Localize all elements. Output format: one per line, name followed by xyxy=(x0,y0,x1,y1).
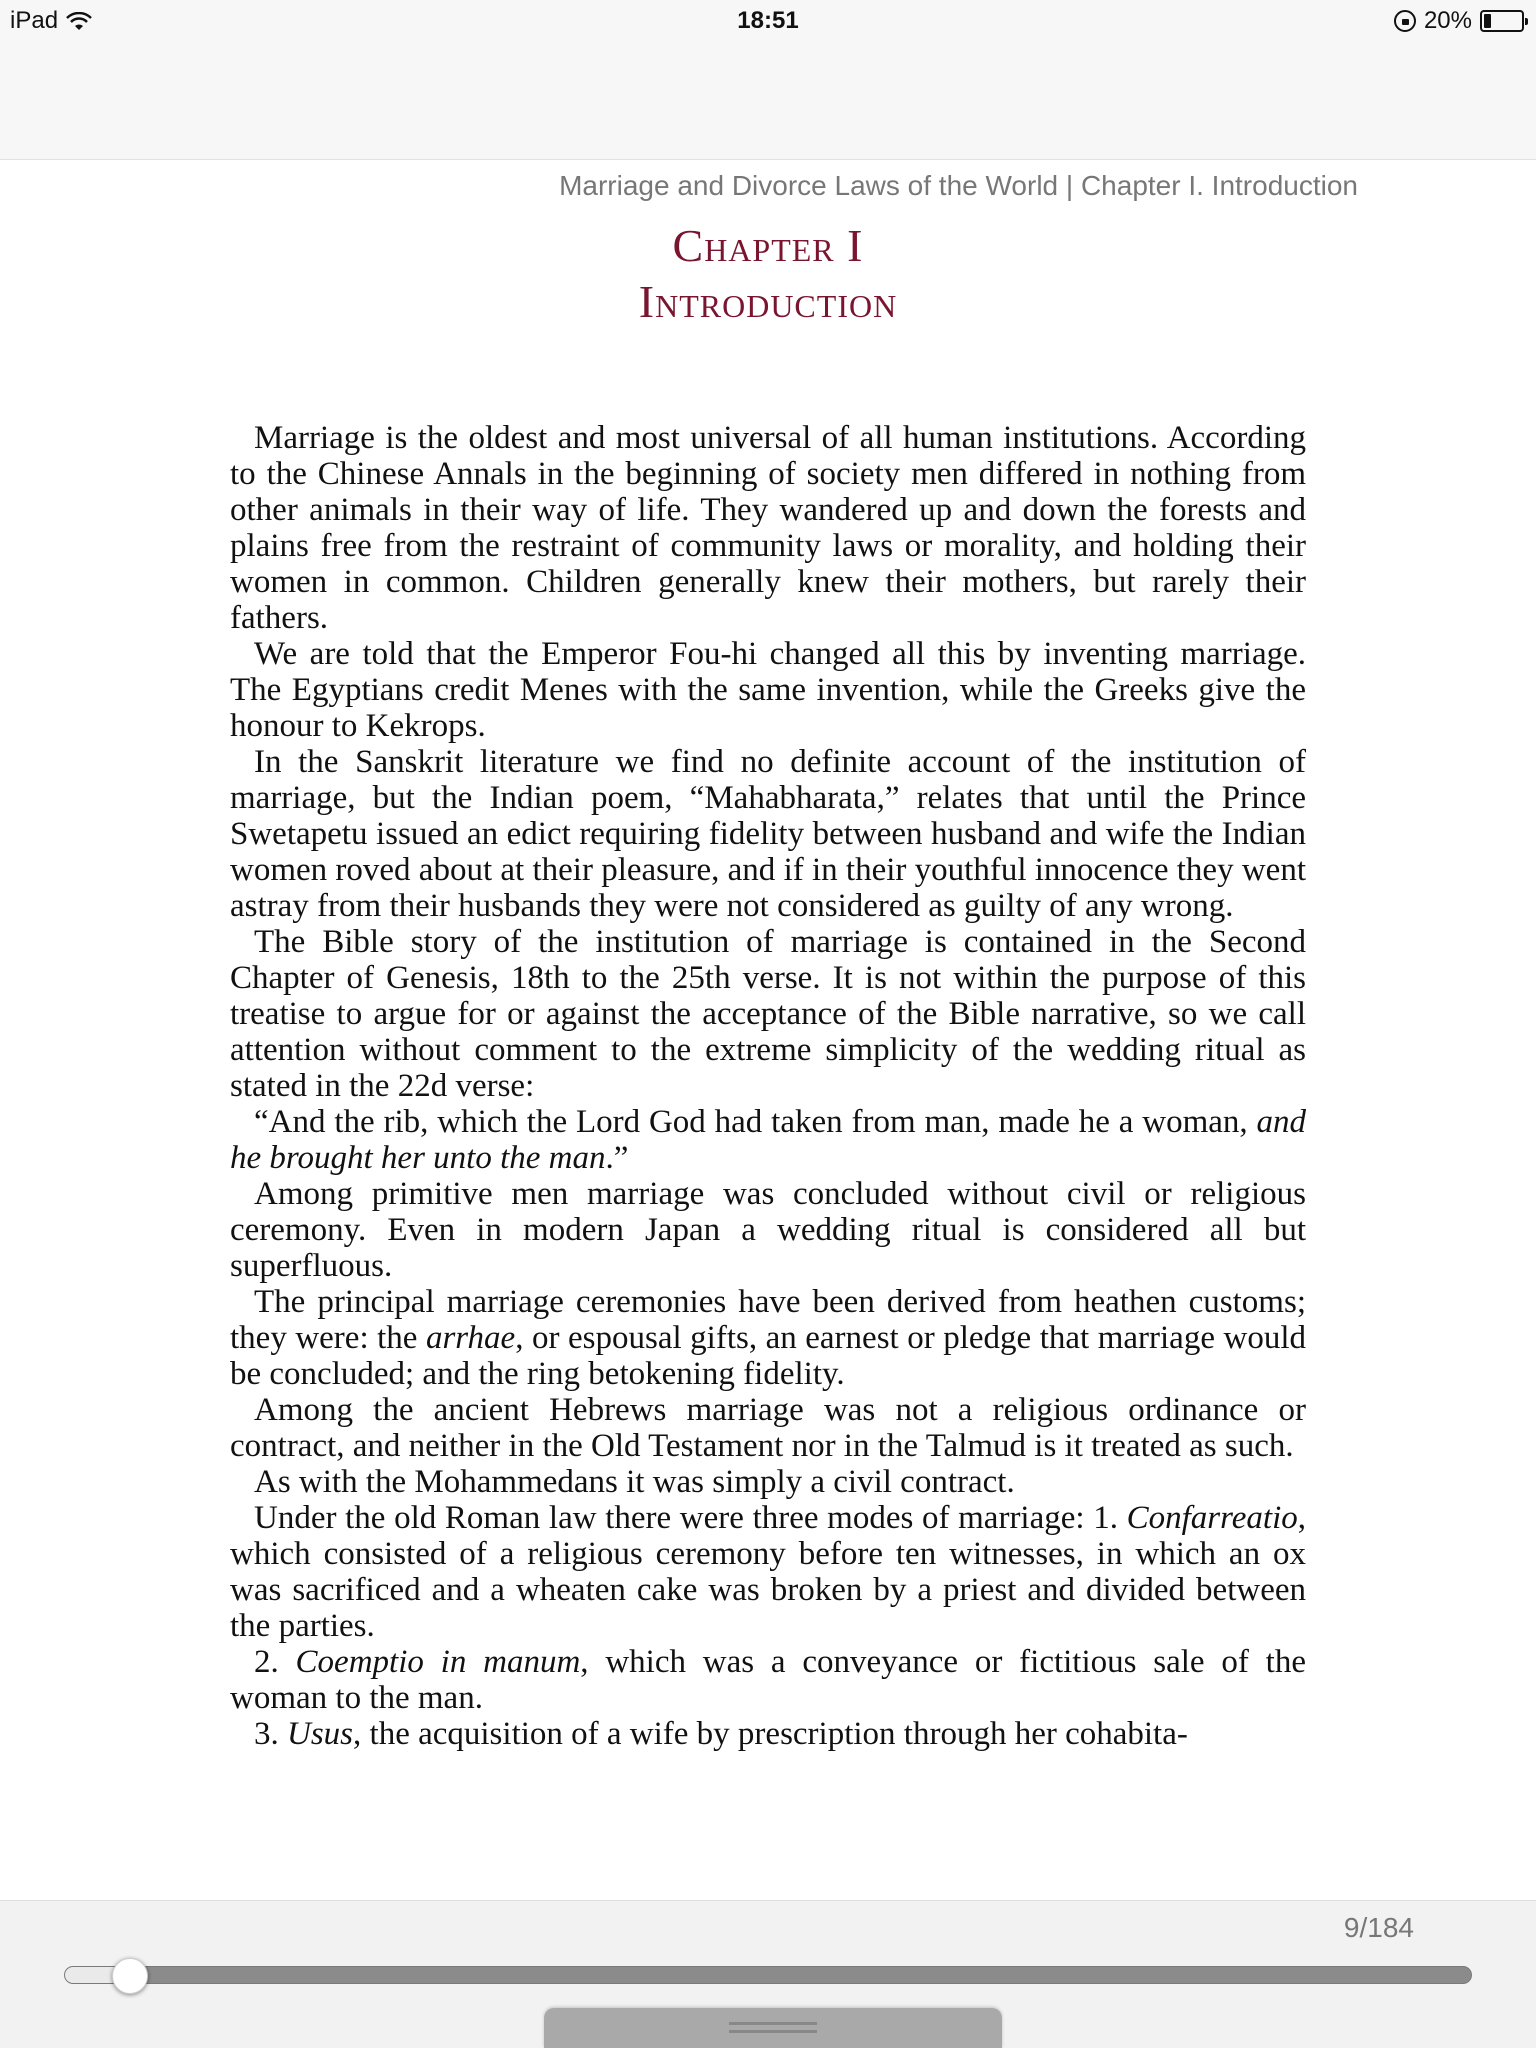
battery-percent: 20% xyxy=(1423,7,1472,34)
text: , or espousal gifts, an earnest or pledge that marriage would be concluded; and the ring betokening fidelity. xyxy=(230,1320,1306,1392)
page-body xyxy=(230,420,1306,1752)
italic-term: Confarreatio xyxy=(1126,1500,1298,1536)
text: The principal marriage ceremonies have been derived from heathen customs; they were: the xyxy=(230,1284,1306,1356)
rotation-lock-icon xyxy=(1394,10,1416,32)
bible-quote xyxy=(230,1104,1306,1176)
text: 3. xyxy=(254,1716,287,1752)
battery-fill xyxy=(1484,14,1491,28)
page-scrubber-track[interactable] xyxy=(64,1966,1472,1984)
text: Under the old Roman law there were three modes of marriage: 1. xyxy=(254,1500,1127,1536)
paragraph: In the Sanskrit literature we find no definite account of the institution of marriage, but the Indian poem, “Mahabharata,” relates that until the Prince Swetapetu issued an edict requiring fidelity between husband and wife the Indian women roved about at their pleasure, and if in their youthful innocence they went astray from their husbands they were not considered as guilty of any wrong. xyxy=(230,744,1306,924)
battery-icon xyxy=(1480,10,1524,32)
text: , which consisted of a religious ceremony before ten witnesses, in which an ox was sacrificed and a wheaten cake was broken by a priest and divided between the parties. xyxy=(230,1500,1306,1644)
italic-term: Coemptio in manum xyxy=(295,1644,581,1680)
paragraph xyxy=(230,1500,1306,1644)
quote-italic: and he brought her unto the man xyxy=(230,1104,1306,1176)
paragraph xyxy=(230,1284,1306,1392)
paragraph: The Bible story of the institution of marriage is contained in the Second Chapter of Genesis, 18th to the 25th verse. It is not within the purpose of this treatise to argue for or against the acceptance of the Bible narrative, so we call attention without comment to the extreme simplicity of the wedding ritual as stated in the 22d verse: xyxy=(230,924,1306,1104)
running-header: Marriage and Divorce Laws of the World | Chapter I. Introduction xyxy=(559,170,1358,201)
paragraph xyxy=(230,1716,1306,1752)
text: 2. xyxy=(254,1644,296,1680)
text: , which was a conveyance or fictitious sale of the woman to the man. xyxy=(230,1644,1306,1716)
grip-icon xyxy=(729,2022,817,2025)
device-label: iPad xyxy=(10,7,59,34)
chapter-title: Introduction xyxy=(638,276,898,327)
page-scrubber-thumb[interactable] xyxy=(112,1958,148,1994)
clock: 18:51 xyxy=(737,7,799,34)
paragraph: Among the ancient Hebrews marriage was not a religious ordinance or contract, and neither in the Old Testament nor in the Talmud is it treated as such. xyxy=(230,1392,1306,1464)
paragraph: We are told that the Emperor Fou-hi changed all this by inventing marriage. The Egyptians credit Menes with the same invention, while the Greeks give the honour to Kekrops. xyxy=(230,636,1306,744)
text: , the acquisition of a wife by prescription through her cohabita- xyxy=(353,1716,1188,1752)
status-bar xyxy=(0,0,1536,40)
paragraph xyxy=(230,1644,1306,1716)
drawer-handle[interactable] xyxy=(544,2008,1002,2048)
page-indicator: 9/184 xyxy=(1343,1912,1414,1943)
chapter-heading xyxy=(0,218,1536,330)
paragraph: Marriage is the oldest and most universal of all human institutions. According to the Chinese Annals in the beginning of society men differed in nothing from other animals in their way of life. They wandered up and down the forests and plains free from the restraint of community laws or morality, and holding their women in common. Children generally knew their mothers, but rarely their fathers. xyxy=(230,420,1306,636)
italic-term: arrhae xyxy=(425,1320,516,1356)
italic-term: Usus xyxy=(287,1716,354,1752)
chapter-number: Chapter I xyxy=(672,220,864,271)
paragraph: As with the Mohammedans it was simply a civil contract. xyxy=(254,1464,1015,1500)
quote-end: .” xyxy=(605,1140,629,1176)
quote-text: “And the rib, which the Lord God had taken from man, made he a woman, xyxy=(254,1104,1257,1140)
paragraph: Among primitive men marriage was concluded without civil or religious ceremony. Even in modern Japan a wedding ritual is considered all but superfluous. xyxy=(230,1176,1306,1284)
